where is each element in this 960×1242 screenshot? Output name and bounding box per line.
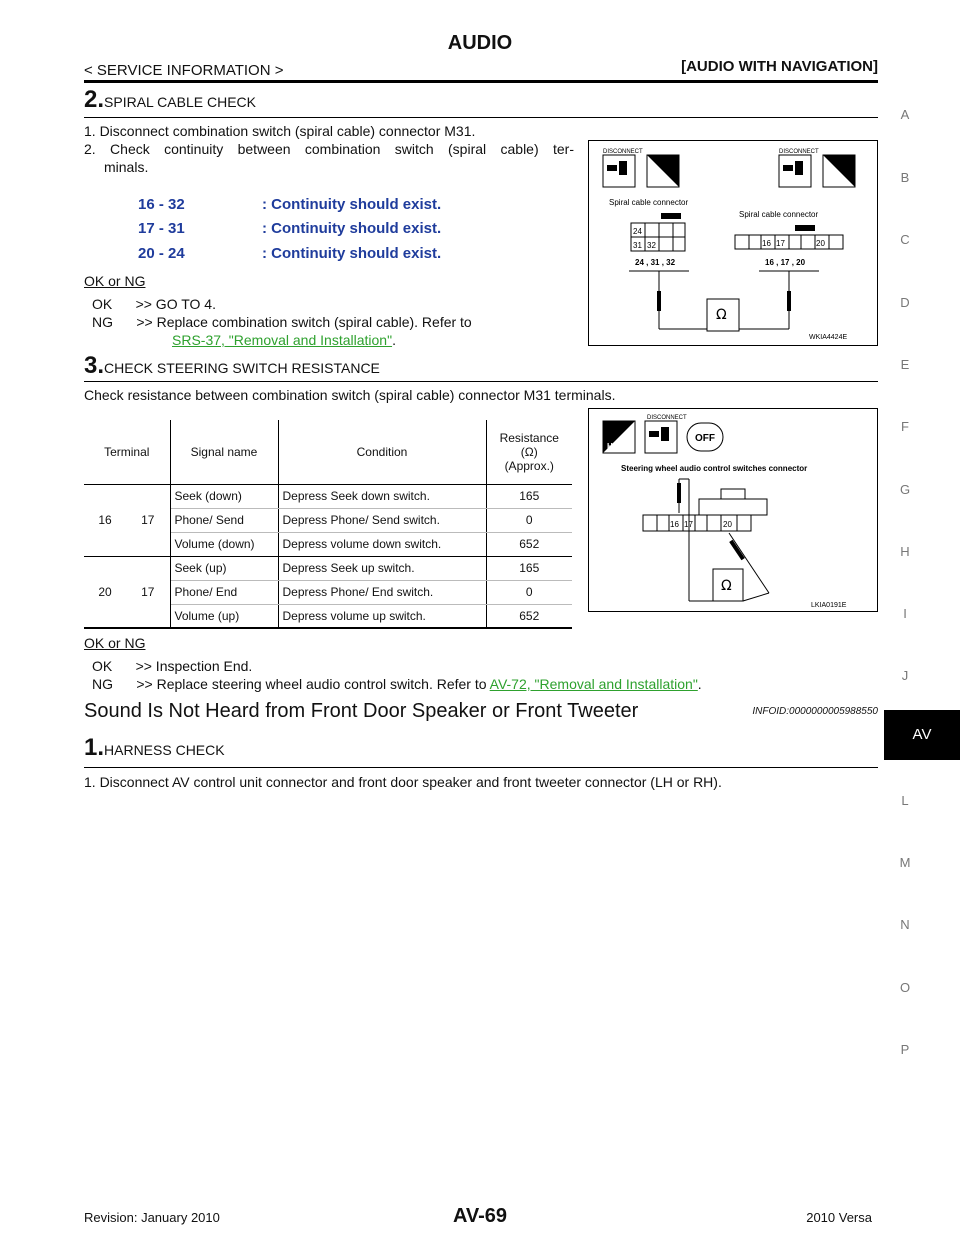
info-id: INFOID:0000000005988550 [752, 706, 878, 717]
step2-heading [84, 86, 256, 114]
side-index-f[interactable]: F [901, 419, 909, 434]
step2-title: SPIRAL CABLE CHECK [104, 94, 256, 110]
signal-name: Seek (down) [170, 484, 278, 508]
resistance-value: 652 [486, 532, 572, 556]
footer-page-number: AV-69 [452, 1205, 508, 1227]
step1-title: HARNESS CHECK [104, 742, 225, 758]
step2-ok-line: OK >> GO TO 4. [92, 296, 216, 312]
figure-code-1: WKIA4424E [809, 334, 848, 341]
terminal-b: 17 [126, 556, 170, 628]
ohm-symbol: Ω [716, 307, 727, 323]
spec-result-2: : Continuity should exist. [262, 220, 442, 237]
condition: Depress Phone/ Send switch. [278, 508, 486, 532]
pin-17: 17 [776, 239, 785, 248]
step3-number: 3. [84, 352, 105, 379]
step3-rule [84, 381, 878, 382]
step3-title: CHECK STEERING SWITCH RESISTANCE [104, 360, 380, 376]
side-index-g[interactable]: G [899, 482, 911, 497]
disconnect-label: DISCONNECT [647, 415, 687, 421]
ts-label-left: T.S. [653, 178, 667, 187]
resistance-table [84, 420, 572, 629]
srs-37-link[interactable]: SRS-37, "Removal and Installation" [172, 332, 393, 348]
side-index-l[interactable]: L [901, 793, 909, 808]
hs-label: H.S. [607, 442, 623, 451]
side-index-i[interactable]: I [903, 606, 907, 621]
step2-line1: 1. Disconnect combination switch (spiral cable) connector M31. [84, 123, 476, 139]
steering-connector-label: Steering wheel audio control switches connector [621, 464, 808, 473]
terminal-a: 20 [84, 556, 126, 628]
step2-ng-end: . [392, 332, 396, 348]
step1-line1: 1. Disconnect AV control unit connector and front door speaker and front tweeter connector (LH or RH). [84, 774, 722, 790]
step3-ok-line: OK >> Inspection End. [92, 658, 253, 674]
step1-number: 1. [84, 734, 105, 761]
spec-pins-1: 16 - 32 [138, 196, 185, 213]
condition: Depress Phone/ End switch. [278, 580, 486, 604]
signal-name: Seek (up) [170, 556, 278, 580]
step3-heading [84, 352, 380, 380]
header-resistance-label: Resistance [499, 430, 559, 445]
step2-line2a: 2. Check continuity between combination switch (spiral cable) ter- [84, 141, 574, 157]
resistance-value: 652 [486, 604, 572, 628]
step2-number: 2. [84, 86, 105, 113]
spiral-label-left: Spiral cable connector [609, 198, 689, 207]
side-index-o[interactable]: O [899, 980, 911, 995]
condition: Depress volume up switch. [278, 604, 486, 628]
side-index-e[interactable]: E [900, 357, 910, 372]
header-condition: Condition [278, 420, 486, 484]
pin-24: 24 [633, 227, 642, 236]
terminal-a: 16 [84, 484, 126, 556]
sw-pin-20: 20 [723, 520, 732, 529]
steering-switch-diagram [589, 409, 876, 610]
spiral-label-right: Spiral cable connector [739, 210, 819, 219]
condition: Depress Seek down switch. [278, 484, 486, 508]
section-heading: Sound Is Not Heard from Front Door Speaker or Front Tweeter [84, 700, 639, 722]
resistance-value: 0 [486, 508, 572, 532]
disconnect-label-left: DISCONNECT [603, 149, 643, 155]
signal-name: Volume (up) [170, 604, 278, 628]
side-index-d[interactable]: D [900, 295, 910, 310]
spiral-cable-figure [588, 140, 878, 346]
header-resistance [486, 420, 572, 484]
step3-ok-ng: OK or NG [84, 635, 146, 651]
sw-pin-17: 17 [684, 520, 693, 529]
step1-rule [84, 767, 878, 768]
footer-model: 2010 Versa [806, 1210, 872, 1225]
spec-result-1: : Continuity should exist. [262, 196, 442, 213]
step3-ng-line [92, 675, 702, 693]
probe-label-right: 16 , 17 , 20 [765, 258, 806, 267]
side-index-m[interactable]: M [899, 855, 911, 870]
ts-label-right: T.S. [830, 178, 844, 187]
side-index-a[interactable]: A [900, 107, 910, 122]
sw-ohm-symbol: Ω [721, 578, 732, 594]
side-index-n[interactable]: N [900, 917, 910, 932]
condition: Depress volume down switch. [278, 532, 486, 556]
step3-line1: Check resistance between combination switch (spiral cable) connector M31 terminals. [84, 387, 616, 403]
spec-pins-3: 20 - 24 [138, 245, 185, 262]
pin-20: 20 [816, 239, 825, 248]
spec-result-3: : Continuity should exist. [262, 245, 442, 262]
terminal-b: 17 [126, 484, 170, 556]
header-approx: (Approx.) [504, 458, 554, 473]
page-title: AUDIO [447, 32, 513, 54]
off-label: OFF [695, 433, 715, 444]
resistance-value: 0 [486, 580, 572, 604]
step2-line2b: minals. [104, 159, 149, 175]
step2-ng-line: NG >> Replace combination switch (spiral cable). Refer to [92, 314, 472, 330]
probe-label-left: 24 , 31 , 32 [635, 258, 676, 267]
header-signal: Signal name [170, 420, 278, 484]
spiral-cable-diagram [589, 141, 876, 344]
step3-ng-text: NG >> Replace steering wheel audio control switch. Refer to [92, 676, 490, 692]
spec-pins-2: 17 - 31 [138, 220, 185, 237]
signal-name: Volume (down) [170, 532, 278, 556]
header-terminal: Terminal [84, 420, 170, 484]
footer-revision: Revision: January 2010 [84, 1210, 220, 1225]
step2-rule [84, 117, 878, 118]
table-row [84, 556, 572, 580]
signal-name: Phone/ End [170, 580, 278, 604]
section-tag: [AUDIO WITH NAVIGATION] [681, 58, 878, 75]
figure-code-2: LKIA0191E [811, 602, 847, 609]
side-index-j[interactable]: J [901, 668, 909, 683]
header-rule [84, 80, 878, 83]
pin-31: 31 [633, 241, 642, 250]
side-index-p[interactable]: P [900, 1042, 910, 1057]
steering-switch-figure [588, 408, 878, 612]
table-row [84, 484, 572, 508]
resistance-value: 165 [486, 484, 572, 508]
resistance-value: 165 [486, 556, 572, 580]
pin-32: 32 [647, 241, 656, 250]
header-ohm: (Ω) [520, 444, 538, 459]
disconnect-label-right: DISCONNECT [779, 149, 819, 155]
side-index-b[interactable]: B [900, 170, 910, 185]
signal-name: Phone/ Send [170, 508, 278, 532]
breadcrumb: < SERVICE INFORMATION > [84, 62, 284, 79]
pin-16: 16 [762, 239, 771, 248]
side-index-c[interactable]: C [900, 232, 910, 247]
table-header-row [84, 420, 572, 484]
step1-heading [84, 734, 225, 762]
condition: Depress Seek up switch. [278, 556, 486, 580]
av-72-link[interactable]: AV-72, "Removal and Installation" [489, 676, 698, 692]
side-index-av-active[interactable]: AV [884, 710, 960, 760]
step2-ok-ng: OK or NG [84, 273, 146, 289]
sw-pin-16: 16 [670, 520, 679, 529]
side-index-h[interactable]: H [900, 544, 910, 559]
step3-ng-end: . [697, 676, 702, 692]
